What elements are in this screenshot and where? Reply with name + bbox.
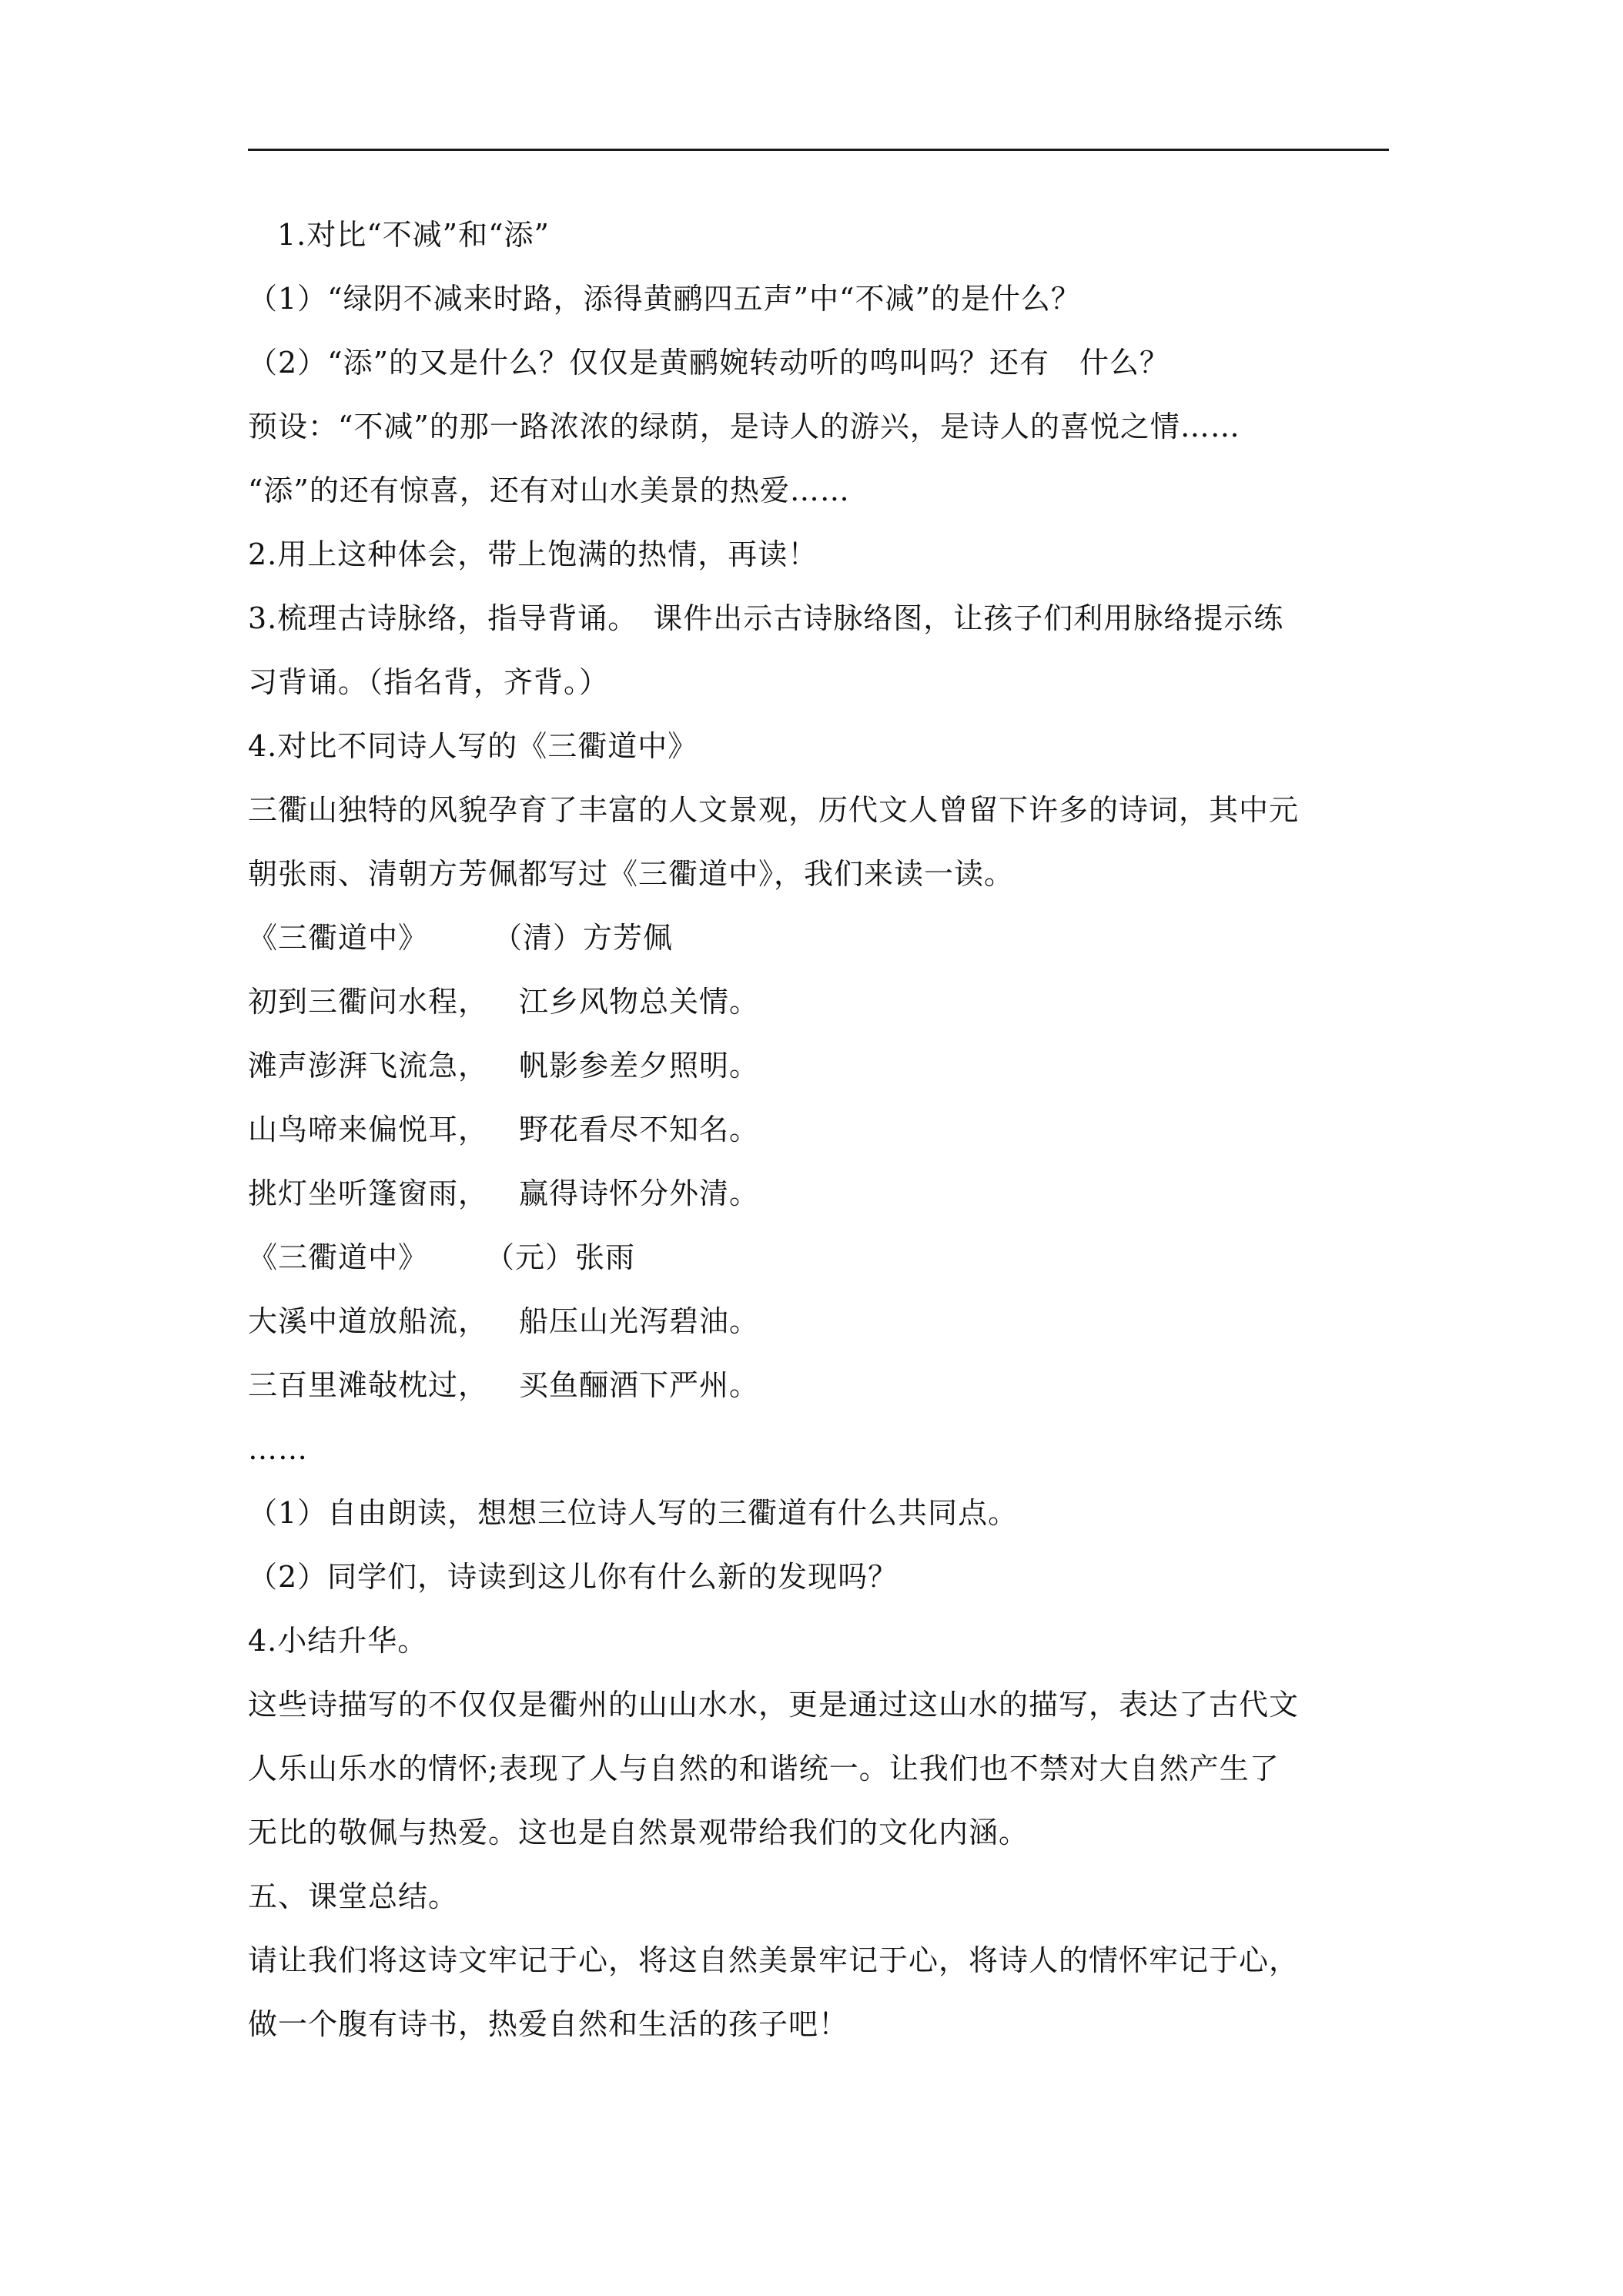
conclusion-paragraph-line-1: 请让我们将这诗文牢记于心，将这自然美景牢记于心，将诗人的情怀牢记于心，: [248, 1943, 1300, 1977]
step-4-heading: 4.对比不同诗人写的《三衢道中》: [248, 729, 698, 763]
poem1-line-b: 赢得诗怀分外清。: [519, 1176, 760, 1210]
poem1-line-a: 滩声澎湃飞流急，: [248, 1049, 489, 1083]
poem2-line-a: 大溪中道放船流，: [248, 1304, 489, 1338]
question-1: （1）“绿阴不减来时路，添得黄鹂四五声”中“不减”的是什么？: [248, 282, 1081, 316]
summary-heading: 4.小结升华。: [248, 1624, 428, 1658]
poem2-line-b: 船压山光泻碧油。: [519, 1304, 760, 1338]
poem1-couplet: [248, 1098, 1403, 1162]
poem2-couplet: [248, 1354, 1403, 1417]
preset-answer-continued: “添”的还有惊喜，还有对山水美景的热爱……: [248, 474, 850, 507]
intro-paragraph-line-2: 朝张雨、清朝方芳佩都写过《三衢道中》，我们来读一读。: [248, 857, 1015, 891]
poem1-line-b: 野花看尽不知名。: [519, 1113, 760, 1146]
preset-answer: 预设：“不减”的那一路浓浓的绿荫，是诗人的游兴，是诗人的喜悦之情……: [248, 410, 1240, 443]
poem1-line-b: 帆影参差夕照明。: [519, 1049, 760, 1083]
header-rule: [248, 149, 1389, 151]
poem1-couplet: [248, 1034, 1403, 1098]
summary-paragraph-line-1: 这些诗描写的不仅仅是衢州的山山水水，更是通过这山水的描写，表达了古代文: [248, 1688, 1300, 1722]
poem1-line-a: 初到三衢问水程，: [248, 985, 489, 1019]
poem2-couplet: [248, 1290, 1403, 1354]
step-3: 3.梳理古诗脉络，指导背诵。 课件出示古诗脉络图，让孩子们利用脉络提示练: [248, 601, 1284, 635]
step-2: 2.用上这种体会，带上饱满的热情，再读！: [248, 537, 818, 571]
section-heading-compare: 1.对比“不减”和“添”: [277, 218, 550, 252]
poem2-line-b: 买鱼酾酒下严州。: [519, 1368, 760, 1402]
question-2: （2）“添”的又是什么？仅仅是黄鹂婉转动听的鸣叫吗？还有 什么？: [248, 346, 1170, 380]
poem2-author: （元）张雨: [485, 1240, 636, 1274]
poem2-ellipsis: ……: [248, 1432, 308, 1466]
poem1-couplet: [248, 970, 1403, 1034]
poem2-title-line: [248, 1226, 1403, 1290]
summary-paragraph-line-3: 无比的敬佩与热爱。这也是自然景观带给我们的文化内涵。: [248, 1816, 1029, 1849]
poem1-couplet: [248, 1162, 1403, 1226]
poem1-line-a: 挑灯坐听篷窗雨，: [248, 1176, 489, 1210]
step-3-continued: 习背诵。（指名背，齐背。）: [248, 665, 610, 699]
summary-paragraph-line-2: 人乐山乐水的情怀;表现了人与自然的和谐统一。让我们也不禁对大自然产生了: [248, 1752, 1280, 1786]
poem2-line-a: 三百里滩敧枕过，: [248, 1368, 489, 1402]
discussion-question-2: （2）同学们，诗读到这儿你有什么新的发现吗？: [248, 1560, 899, 1594]
poem1-title: 《三衢道中》: [248, 921, 429, 955]
poem1-title-line: [248, 906, 1403, 970]
intro-paragraph-line-1: 三衢山独特的风貌孕育了丰富的人文景观，历代文人曾留下许多的诗词，其中元: [248, 793, 1300, 827]
poem2-title: 《三衢道中》: [248, 1240, 429, 1274]
poem1-line-b: 江乡风物总关情。: [519, 985, 760, 1019]
conclusion-paragraph-line-2: 做一个腹有诗书，热爱自然和生活的孩子吧！: [248, 2007, 849, 2041]
poem1-author: （清）方芳佩: [493, 921, 674, 955]
conclusion-heading: 五、课堂总结。: [248, 1879, 459, 1913]
poem1-line-a: 山鸟啼来偏悦耳，: [248, 1113, 489, 1146]
discussion-question-1: （1）自由朗读，想想三位诗人写的三衢道有什么共同点。: [248, 1496, 1019, 1530]
document-body: [248, 203, 1403, 2057]
